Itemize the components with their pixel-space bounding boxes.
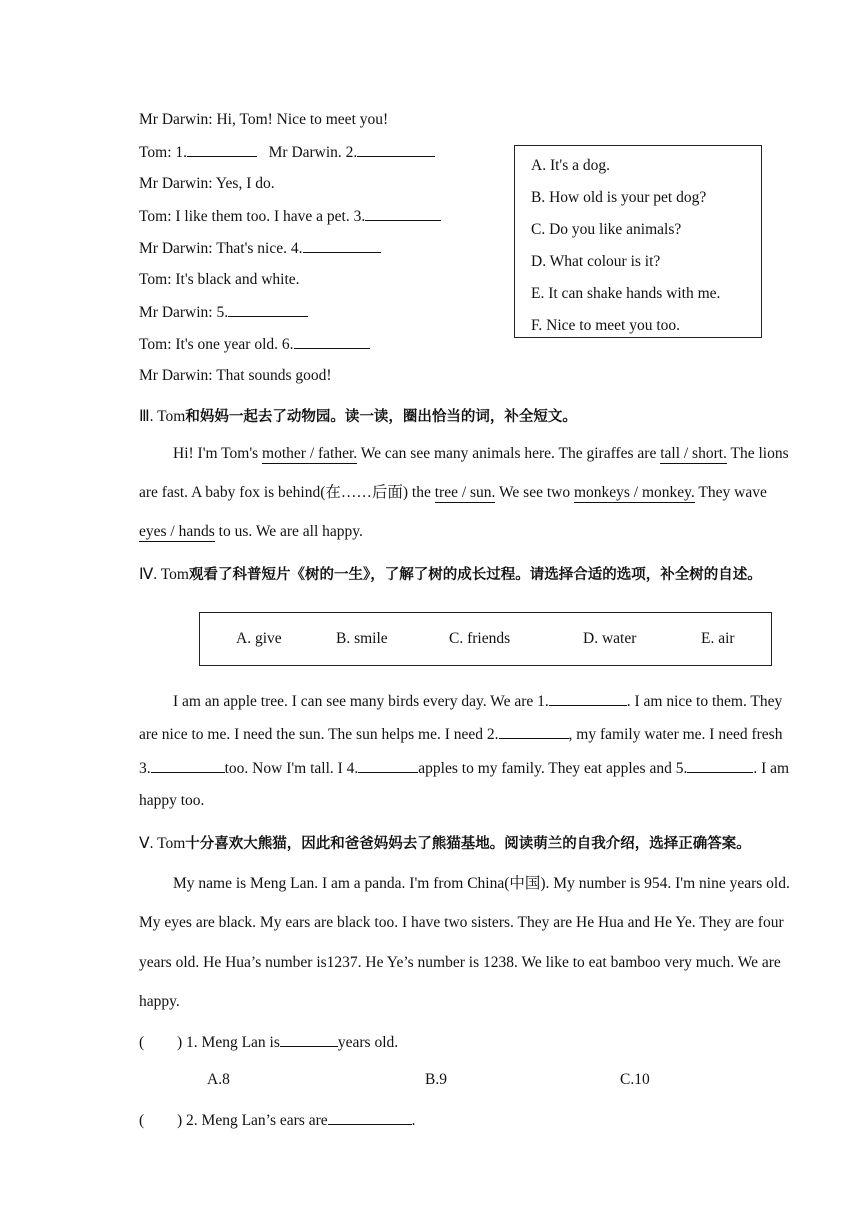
dialogue-line-7 [139, 302, 308, 323]
dialogue-line-2-darwin: Mr Darwin. 2. [268, 144, 358, 161]
dialogue-line-8-text: Tom: It's one year old. 6. [139, 336, 294, 353]
word-friends: C. friends [449, 630, 511, 647]
dialogue-line-4 [139, 206, 441, 227]
dialogue-line-2 [139, 142, 435, 163]
section-4-line-1 [173, 691, 782, 712]
question-2 [139, 1110, 416, 1131]
q2-blank [328, 1110, 412, 1125]
section-5-heading [139, 834, 751, 854]
s3-text: We can see many animals here. The giraffes are [357, 445, 661, 462]
dialogue-line-8 [139, 334, 370, 355]
choice-eyes-hands[interactable]: eyes / hands [139, 523, 215, 540]
q2-text-end: . [411, 1112, 416, 1129]
s4-text: . I am nice to them. They [626, 693, 783, 710]
dialogue-line-3: Mr Darwin: Yes, I do. [139, 175, 275, 192]
option-c: C. Do you like animals? [531, 221, 682, 238]
s4-text: , my family water me. I need fresh [568, 726, 783, 743]
q1-option-a: A.8 [207, 1071, 230, 1088]
option-a: A. It's a dog. [531, 157, 610, 174]
section-3-line-2 [139, 483, 767, 503]
q1-text: ) 1. Meng Lan is [177, 1034, 280, 1051]
dialogue-line-2-tom: Tom: 1. [139, 144, 187, 161]
section-4-tom: Tom [160, 566, 189, 583]
section-4-line-2 [139, 724, 782, 745]
section-5-tom: Tom [157, 835, 186, 852]
s3-text: to us. We are all happy. [214, 523, 363, 540]
section-4-line-3 [139, 758, 789, 779]
s4-text: I am an apple tree. I can see many birds every day. We are 1. [173, 693, 549, 710]
q1-text-end: years old. [337, 1034, 399, 1051]
section-5-number: Ⅴ. [139, 835, 158, 852]
blank-3[interactable] [365, 206, 441, 221]
option-e: E. It can shake hands with me. [531, 285, 721, 302]
section-3-line-1 [173, 444, 789, 464]
section-3-title: 和妈妈一起去了动物园。读一读，圈出恰当的词，补全短文。 [185, 409, 577, 425]
section-4-title: 观看了科普短片《树的一生》，了解了树的成长过程。请选择合适的选项，补全树的自述。 [188, 567, 762, 583]
tree-blank-1[interactable] [549, 691, 627, 706]
s3-text: Hi! I'm Tom's [173, 445, 263, 462]
choice-tree-sun[interactable]: tree / sun. [434, 484, 496, 501]
q1-blank [280, 1032, 338, 1047]
choice-tall-short[interactable]: tall / short. [660, 445, 727, 462]
section-3-tom: Tom [157, 408, 186, 425]
q1-option-b: B.9 [425, 1071, 447, 1088]
blank-1[interactable] [187, 142, 257, 157]
blank-4[interactable] [303, 238, 381, 253]
option-f: F. Nice to meet you too. [531, 317, 680, 334]
dialogue-line-5-text: Mr Darwin: That's nice. 4. [139, 240, 303, 257]
s4-text: are nice to me. I need the sun. The sun helps me. I need 2. [139, 726, 499, 743]
section-3-number: Ⅲ. [139, 408, 158, 425]
option-d: D. What colour is it? [531, 253, 661, 270]
s3-text: are fast. A baby fox is behind(在……后面) the [139, 484, 435, 501]
tree-blank-5[interactable] [687, 758, 753, 773]
s4-text: . I am [753, 760, 790, 777]
blank-5[interactable] [228, 302, 308, 317]
section-5-line-4: happy. [139, 993, 180, 1010]
tree-blank-3[interactable] [151, 758, 225, 773]
section-4-number: Ⅳ. [139, 566, 161, 583]
word-water: D. water [583, 630, 637, 647]
s3-text: The lions [726, 445, 789, 462]
choice-mother-father[interactable]: mother / father. [262, 445, 358, 462]
dialogue-line-5 [139, 238, 381, 259]
word-air: E. air [701, 630, 735, 647]
question-1 [139, 1032, 398, 1053]
q1-option-c: C.10 [620, 1071, 650, 1088]
option-b: B. How old is your pet dog? [531, 189, 707, 206]
section-3-line-3 [139, 522, 363, 542]
section-5-line-1: My name is Meng Lan. I am a panda. I'm from China(中国). My number is 954. I'm nine years old. [173, 875, 790, 892]
choice-monkeys-monkey[interactable]: monkeys / monkey. [573, 484, 695, 501]
answer-paren-1[interactable]: ( [139, 1034, 145, 1051]
section-4-line-4: happy too. [139, 792, 205, 809]
dialogue-line-1: Mr Darwin: Hi, Tom! Nice to meet you! [139, 111, 389, 128]
word-give: A. give [236, 630, 282, 647]
section-3-heading [139, 407, 577, 427]
dialogue-line-9: Mr Darwin: That sounds good! [139, 367, 332, 384]
s4-text: apples to my family. They eat apples and 5. [418, 760, 688, 777]
blank-6[interactable] [294, 334, 370, 349]
section-4-heading [139, 565, 762, 585]
answer-paren-2[interactable]: ( [139, 1112, 145, 1129]
dialogue-line-4-text: Tom: I like them too. I have a pet. 3. [139, 208, 366, 225]
section-5-title: 十分喜欢大熊猫，因此和爸爸妈妈去了熊猫基地。阅读萌兰的自我介绍，选择正确答案。 [185, 836, 751, 852]
dialogue-line-6: Tom: It's black and white. [139, 271, 300, 288]
word-bank-box [199, 612, 772, 666]
s3-text: We see two [495, 484, 574, 501]
s4-text: 3. [139, 760, 151, 777]
tree-blank-4[interactable] [358, 758, 418, 773]
section-5-line-2: My eyes are black. My ears are black too. I have two sisters. They are He Hua and He Ye. They are four [139, 914, 784, 931]
blank-2[interactable] [357, 142, 435, 157]
section-5-line-3: years old. He Hua’s number is1237. He Ye’s number is 1238. We like to eat bamboo very much. We are [139, 954, 781, 971]
dialogue-options-box [514, 145, 762, 338]
s3-text: They wave [694, 484, 767, 501]
q2-text: ) 2. Meng Lan’s ears are [177, 1112, 328, 1129]
tree-blank-2[interactable] [499, 724, 569, 739]
s4-text: too. Now I'm tall. I 4. [224, 760, 359, 777]
word-smile: B. smile [336, 630, 388, 647]
dialogue-line-7-text: Mr Darwin: 5. [139, 304, 229, 321]
